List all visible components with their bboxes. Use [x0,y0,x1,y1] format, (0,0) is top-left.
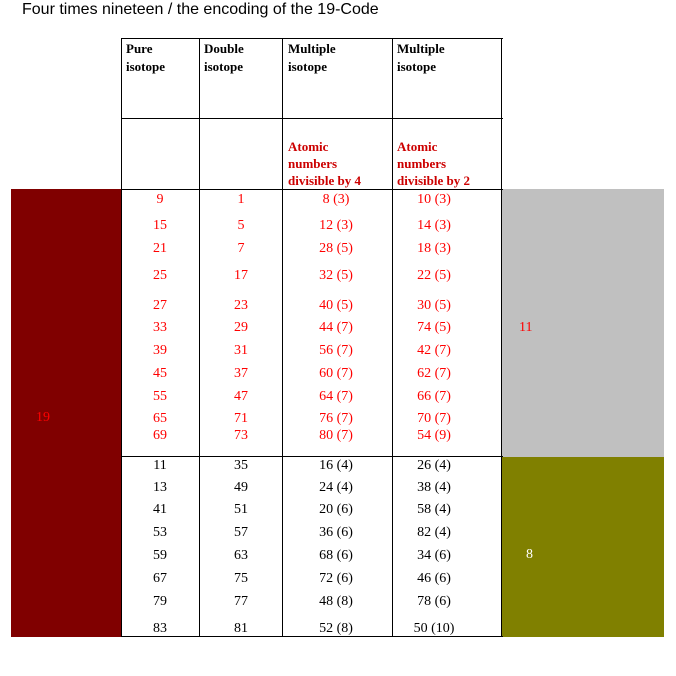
black-cell: 13 [153,480,167,495]
black-cell: 52 (8) [319,621,353,636]
red-cell: 15 [153,218,167,233]
black-cell: 57 [234,525,248,540]
black-cell: 83 [153,621,167,636]
table-divider-subheader [121,189,503,190]
red-cell: 71 [234,411,248,426]
red-cell: 62 (7) [417,366,451,381]
red-cell: 74 (5) [417,320,451,335]
red-cell: 21 [153,241,167,256]
subheader-divisible-by-4 [288,138,361,189]
red-cell: 39 [153,343,167,358]
red-cell: 76 (7) [319,411,353,426]
black-cell: 35 [234,458,248,473]
black-cell: 48 (8) [319,594,353,609]
black-cell: 20 (6) [319,502,353,517]
red-cell: 31 [234,343,248,358]
red-cell: 69 [153,428,167,443]
header-multiple-isotope-2 [397,40,445,76]
table-border-top [121,38,503,39]
header-line: isotope [288,59,327,74]
red-cell: 10 (3) [417,192,451,207]
black-cell: 82 (4) [417,525,451,540]
table-divider-col3 [392,38,393,637]
header-line: Double [204,41,244,56]
black-cell: 77 [234,594,248,609]
left-group-block [11,189,122,637]
subheader-line: numbers [397,156,447,171]
black-cell: 50 (10) [413,621,455,636]
table-divider-groups [121,456,503,457]
black-cell: 63 [234,548,248,563]
black-cell: 58 (4) [417,502,451,517]
red-cell: 45 [153,366,167,381]
red-cell: 27 [153,298,167,313]
header-line: isotope [204,59,243,74]
black-cell: 72 (6) [319,571,353,586]
header-line: Pure [126,41,153,56]
header-multiple-isotope-4 [288,40,336,76]
black-cell: 36 (6) [319,525,353,540]
header-double-isotope [204,40,244,76]
black-cell: 16 (4) [319,458,353,473]
black-cell: 38 (4) [417,480,451,495]
red-cell: 73 [234,428,248,443]
red-cell: 54 (9) [417,428,451,443]
subheader-line: divisible by 4 [288,173,361,188]
table-divider-header [121,118,503,119]
red-cell: 60 (7) [319,366,353,381]
header-line: Multiple [397,41,445,56]
table-divider-col1 [199,38,200,637]
subheader-divisible-by-2 [397,138,470,189]
red-cell: 80 (7) [319,428,353,443]
red-cell: 25 [153,268,167,283]
red-cell: 55 [153,389,167,404]
red-cell: 66 (7) [417,389,451,404]
subheader-line: divisible by 2 [397,173,470,188]
left-group-count: 19 [36,410,50,425]
red-cell: 32 (5) [319,268,353,283]
red-cell: 18 (3) [417,241,451,256]
black-cell: 34 (6) [417,548,451,563]
red-cell: 37 [234,366,248,381]
red-cell: 12 (3) [319,218,353,233]
red-cell: 42 (7) [417,343,451,358]
subheader-line: Atomic [397,139,438,154]
black-cell: 75 [234,571,248,586]
table-border-right [501,38,502,637]
red-cell: 47 [234,389,248,404]
black-cell: 59 [153,548,167,563]
red-cell: 17 [234,268,248,283]
subheader-line: numbers [288,156,338,171]
black-cell: 24 (4) [319,480,353,495]
red-cell: 22 (5) [417,268,451,283]
black-cell: 67 [153,571,167,586]
black-cell: 11 [153,458,167,473]
header-line: isotope [397,59,436,74]
right-lower-group-count: 8 [526,547,533,562]
black-cell: 78 (6) [417,594,451,609]
page-title: Four times nineteen / the encoding of the 19-Code [22,1,379,18]
header-line: Multiple [288,41,336,56]
red-cell: 9 [156,192,164,207]
red-cell: 8 (3) [322,192,350,207]
header-pure-isotope [126,40,165,76]
red-cell: 70 (7) [417,411,451,426]
black-cell: 49 [234,480,248,495]
black-cell: 68 (6) [319,548,353,563]
red-cell: 29 [234,320,248,335]
red-cell: 28 (5) [319,241,353,256]
red-cell: 64 (7) [319,389,353,404]
black-cell: 51 [234,502,248,517]
black-cell: 81 [234,621,248,636]
black-cell: 79 [153,594,167,609]
black-cell: 53 [153,525,167,540]
black-cell: 46 (6) [417,571,451,586]
header-line: isotope [126,59,165,74]
red-cell: 33 [153,320,167,335]
red-cell: 1 [237,192,245,207]
black-cell: 26 (4) [417,458,451,473]
red-cell: 40 (5) [319,298,353,313]
red-cell: 44 (7) [319,320,353,335]
red-cell: 23 [234,298,248,313]
red-cell: 30 (5) [417,298,451,313]
red-cell: 56 (7) [319,343,353,358]
table-divider-col2 [282,38,283,637]
subheader-line: Atomic [288,139,329,154]
red-cell: 65 [153,411,167,426]
table-border-left [121,38,122,637]
red-cell: 14 (3) [417,218,451,233]
red-cell: 7 [237,241,245,256]
black-cell: 41 [153,502,167,517]
red-cell: 5 [237,218,245,233]
right-upper-group-count: 11 [519,320,533,335]
